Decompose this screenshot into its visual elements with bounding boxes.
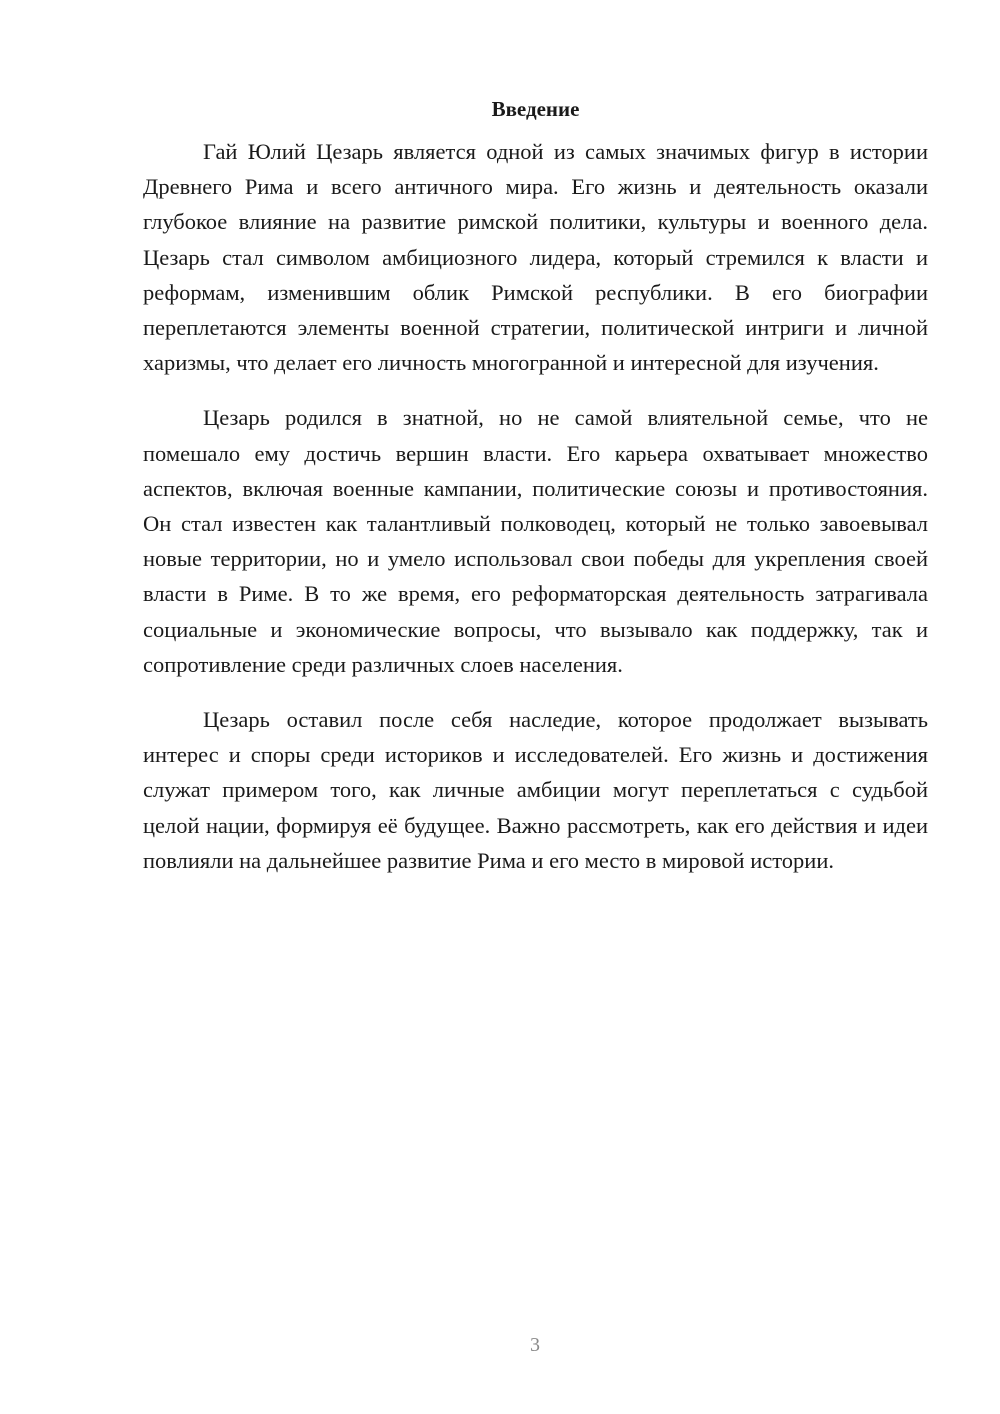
paragraph-3: Цезарь оставил после себя наследие, которое продолжает вызывать интерес и споры среди историков и исследователей. Его жизнь и достижения служат примером того, как личные амбиции могут переплетаться с судьбой целой нации, формируя её будущее. Важно рассмотреть, как его действия и идеи повлияли на дальнейшее развитие Рима и его место в мировой истории. xyxy=(143,707,928,873)
section-heading: Введение xyxy=(491,97,580,121)
paragraph-2: Цезарь родился в знатной, но не самой влиятельной семье, что не помешало ему достичь вершин власти. Его карьера охватывает множество аспектов, включая военные кампании, политические союзы и противостояния. Он стал известен как талантливый полководец, который не только завоевывал новые территории, но и умело использовал свои победы для укрепления своей власти в Риме. В то же время, его реформаторская деятельность затрагивала социальные и экономические вопросы, что вызывало как поддержку, так и сопротивление среди различных слоев населения. xyxy=(143,405,928,677)
page-content xyxy=(143,92,928,898)
paragraph-1: Гай Юлий Цезарь является одной из самых значимых фигур в истории Древнего Рима и всего античного мира. Его жизнь и деятельность оказали глубокое влияние на развитие римской политики, культуры и военного дела. Цезарь стал символом амбициозного лидера, который стремился к власти и реформам, изменившим облик Римской республики. В его биографии переплетаются элементы военной стратегии, политической интриги и личной харизмы, что делает его личность многогранной и интересной для изучения. xyxy=(143,139,928,376)
page-number: 3 xyxy=(530,1334,540,1356)
